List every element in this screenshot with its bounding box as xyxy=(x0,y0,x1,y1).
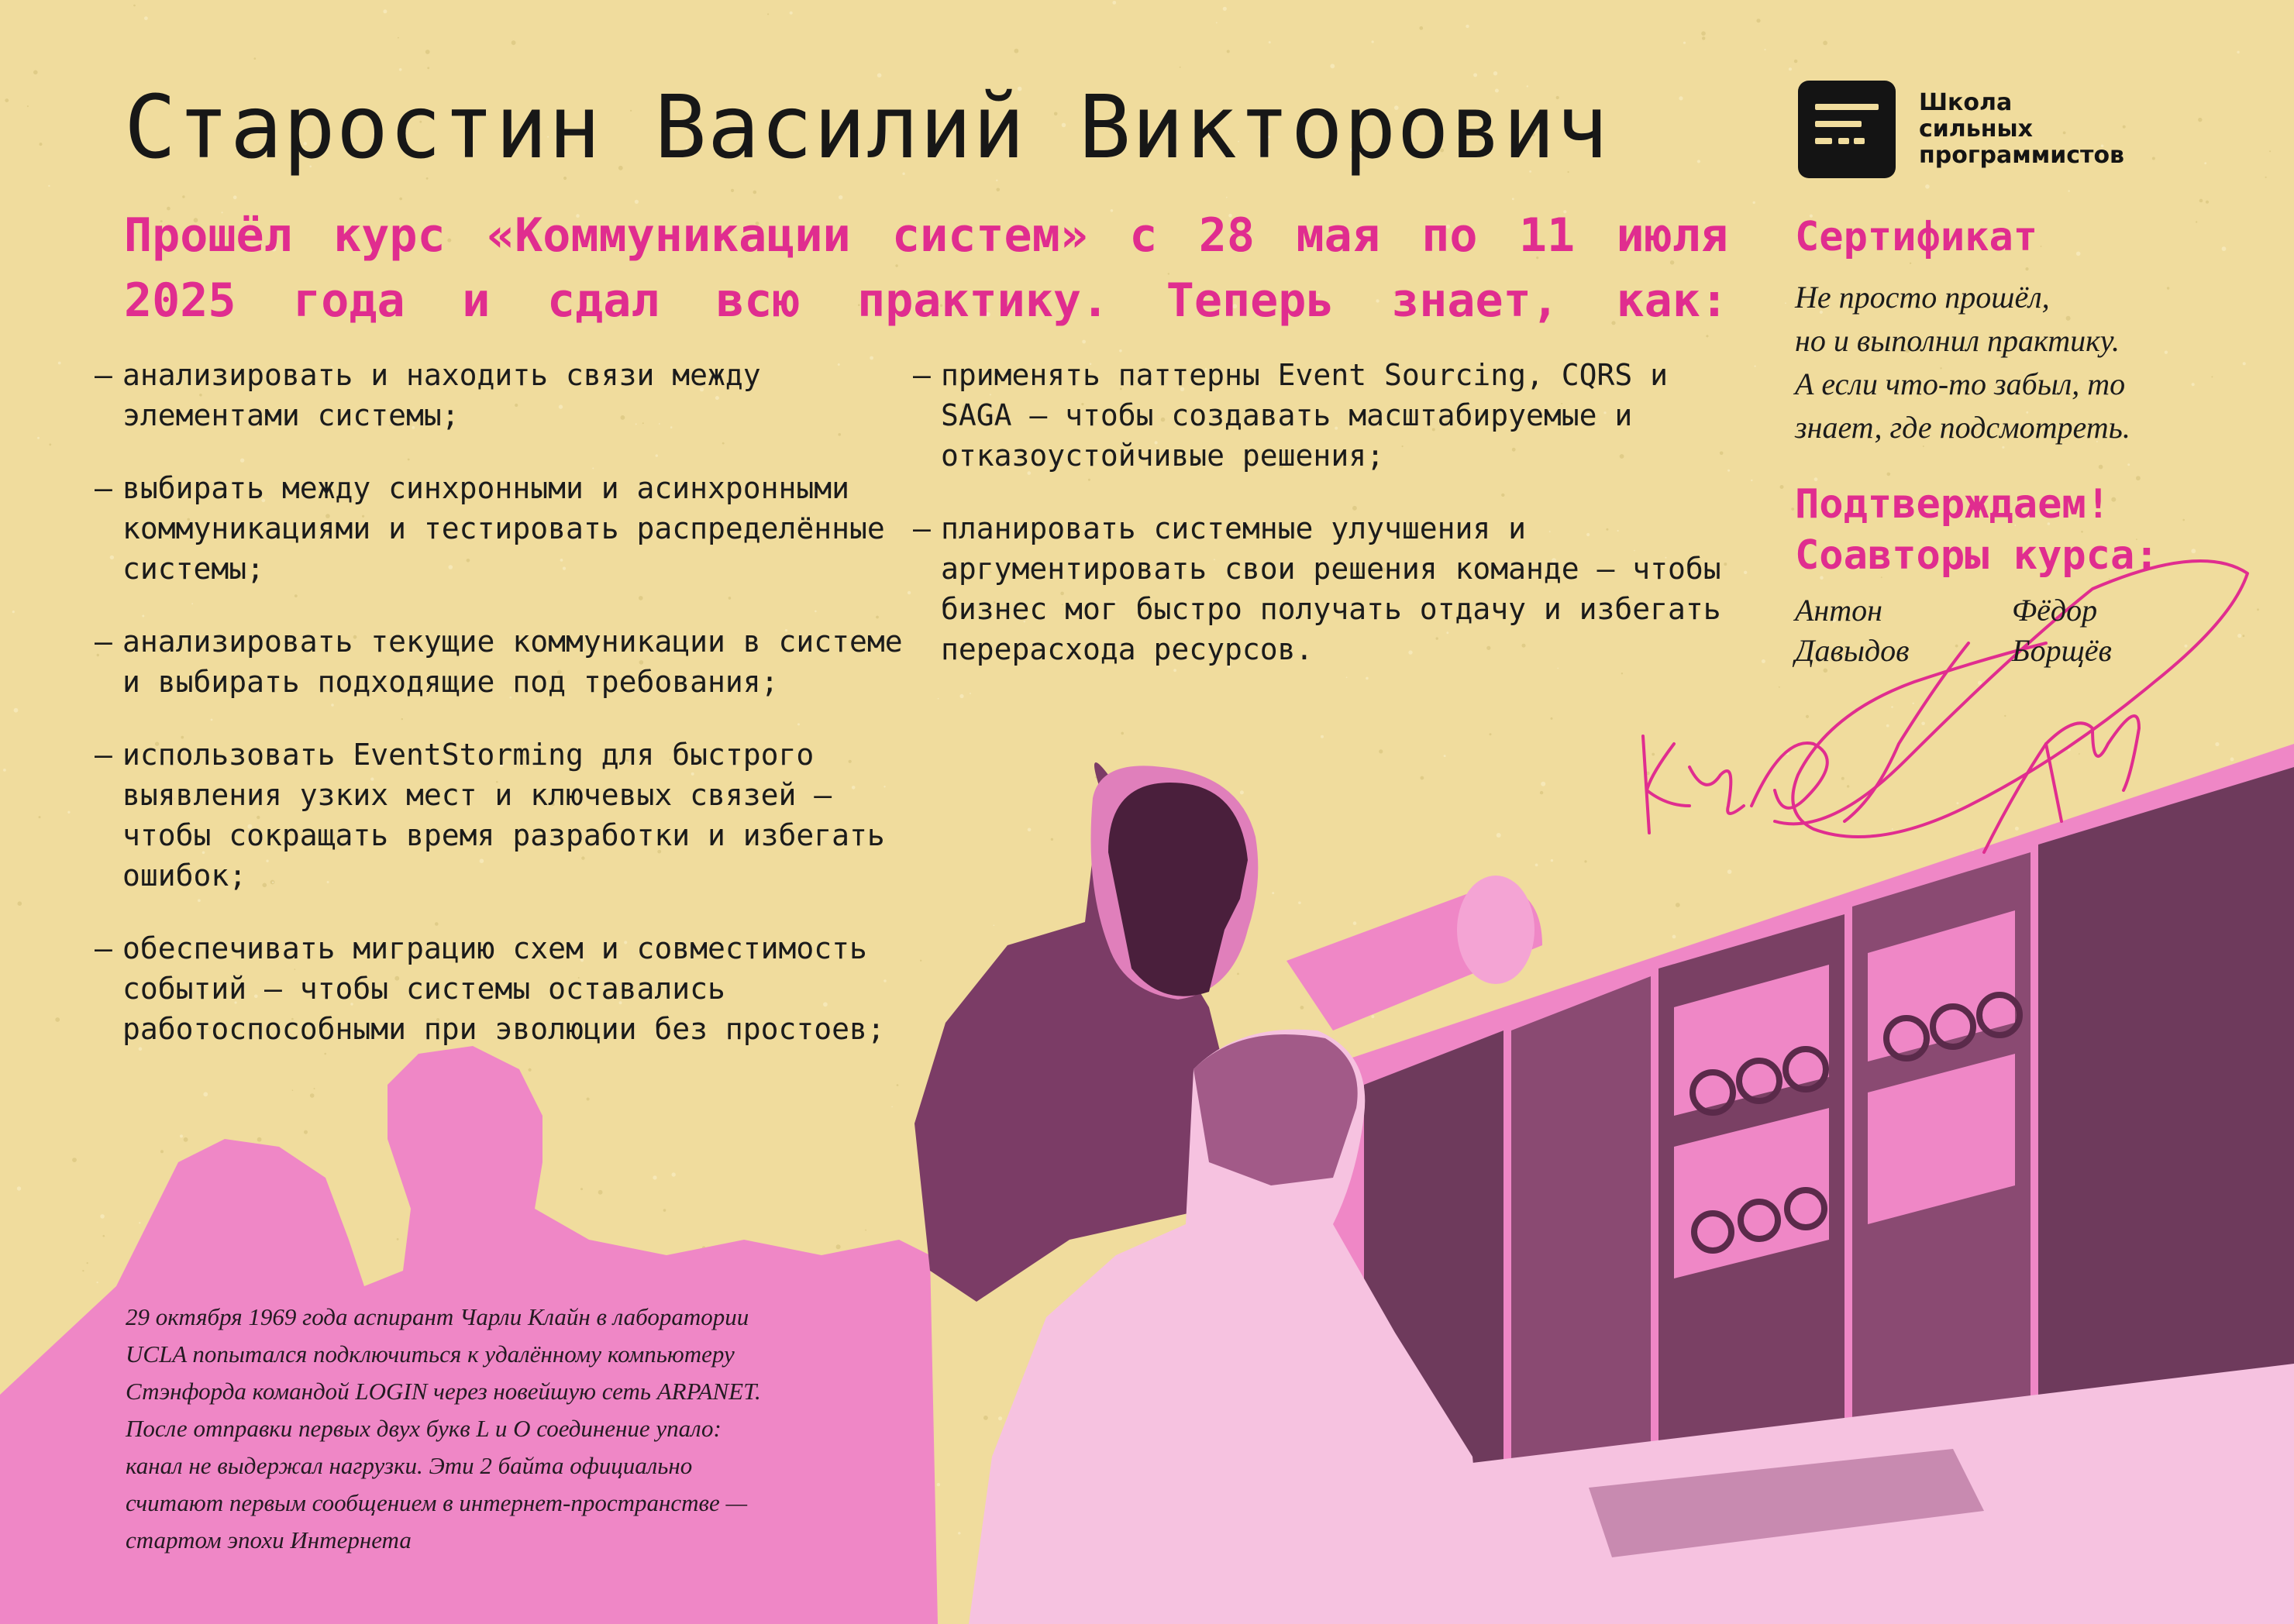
skill-item xyxy=(913,508,1727,669)
skill-text: анализировать текущие коммуникации в системе и выбирать подходящие под требования; xyxy=(122,624,903,699)
history-line: стартом эпохи Интернета xyxy=(126,1526,412,1553)
confirm-heading xyxy=(1795,479,2159,581)
certificate-text-line: Не просто прошёл, xyxy=(1795,280,2050,315)
skill-text: анализировать и находить связи между элементами системы; xyxy=(122,358,761,432)
skill-item xyxy=(913,355,1727,476)
recipient-name: Старостин Василий Викторович xyxy=(124,77,1610,178)
list-dash: — xyxy=(95,931,112,965)
history-line: 29 октября 1969 года аспирант Чарли Клайн в лаборатории xyxy=(126,1303,749,1330)
history-line: После отправки первых двух букв L и O соединение упало: xyxy=(126,1415,722,1442)
history-note xyxy=(126,1299,901,1559)
school-name-line: сильных xyxy=(1919,115,2033,143)
history-line: считают первым сообщением в интернет-пространстве — xyxy=(126,1489,748,1516)
list-dash: — xyxy=(913,511,931,545)
skill-item xyxy=(95,928,916,1049)
skill-item xyxy=(95,468,916,589)
certificate-text xyxy=(1795,276,2229,449)
course-statement: Прошёл курс «Коммуникации систем» с 28 мая по 11 июля 2025 года и сдал всю практику. Теперь знает, как: xyxy=(124,208,1728,328)
list-dash: — xyxy=(95,624,112,659)
skill-item xyxy=(95,621,916,702)
certificate-text-line: но и выполнил практику. xyxy=(1795,323,2120,358)
school-name-line: Школа xyxy=(1919,89,2013,116)
skill-text: применять паттерны Event Sourcing, CQRS и SAGA — чтобы создавать масштабируемые и отказоустойчивые решения; xyxy=(941,358,1668,473)
history-line: канал не выдержал нагрузки. Эти 2 байта официально xyxy=(126,1452,693,1479)
skills-list-right xyxy=(913,355,1727,702)
author-fedor-borshchev xyxy=(2012,590,2112,671)
school-name xyxy=(1919,90,2124,169)
skill-text: выбирать между синхронными и асинхронными коммуникациями и тестировать распределённые системы; xyxy=(122,471,885,586)
school-logo xyxy=(1798,81,2124,178)
school-name-line: программистов xyxy=(1919,142,2125,169)
skill-text: использовать EventStorming для быстрого выявления узких мест и ключевых связей — чтобы сокращать время разработки и избегать ошибок; xyxy=(122,738,885,893)
certificate-text-line: А если что-то забыл, то xyxy=(1795,366,2126,401)
history-line: Стэнфорда командой LOGIN через новейшую сеть ARPANET. xyxy=(126,1378,761,1405)
certificate-text-line: знает, где подсмотреть. xyxy=(1795,410,2130,445)
list-dash: — xyxy=(95,358,112,392)
terminal-logo-icon xyxy=(1798,81,1896,178)
list-dash: — xyxy=(95,738,112,772)
skills-list-left xyxy=(95,355,916,1082)
author-first-name: Антон xyxy=(1795,593,1883,628)
skill-text: обеспечивать миграцию схем и совместимость событий — чтобы системы оставались работоспособными при эволюции без простоев; xyxy=(122,931,885,1046)
skill-text: планировать системные улучшения и аргументировать свои решения команде — чтобы бизнес мог быстро получать отдачу и избегать перерасхода ресурсов. xyxy=(941,511,1721,666)
confirm-line: Соавторы курса: xyxy=(1795,532,2159,579)
author-first-name: Фёдор xyxy=(2012,593,2098,628)
author-last-name: Борщёв xyxy=(2012,633,2112,668)
author-last-name: Давыдов xyxy=(1795,633,1910,668)
list-dash: — xyxy=(913,358,931,392)
skill-item xyxy=(95,735,916,896)
list-dash: — xyxy=(95,471,112,505)
confirm-line: Подтверждаем! xyxy=(1795,481,2110,528)
history-line: UCLA попытался подключиться к удалённому компьютеру xyxy=(126,1340,735,1368)
author-anton-davydov xyxy=(1795,590,1910,671)
skill-item xyxy=(95,355,916,435)
certificate-title: Сертификат xyxy=(1795,214,2038,260)
